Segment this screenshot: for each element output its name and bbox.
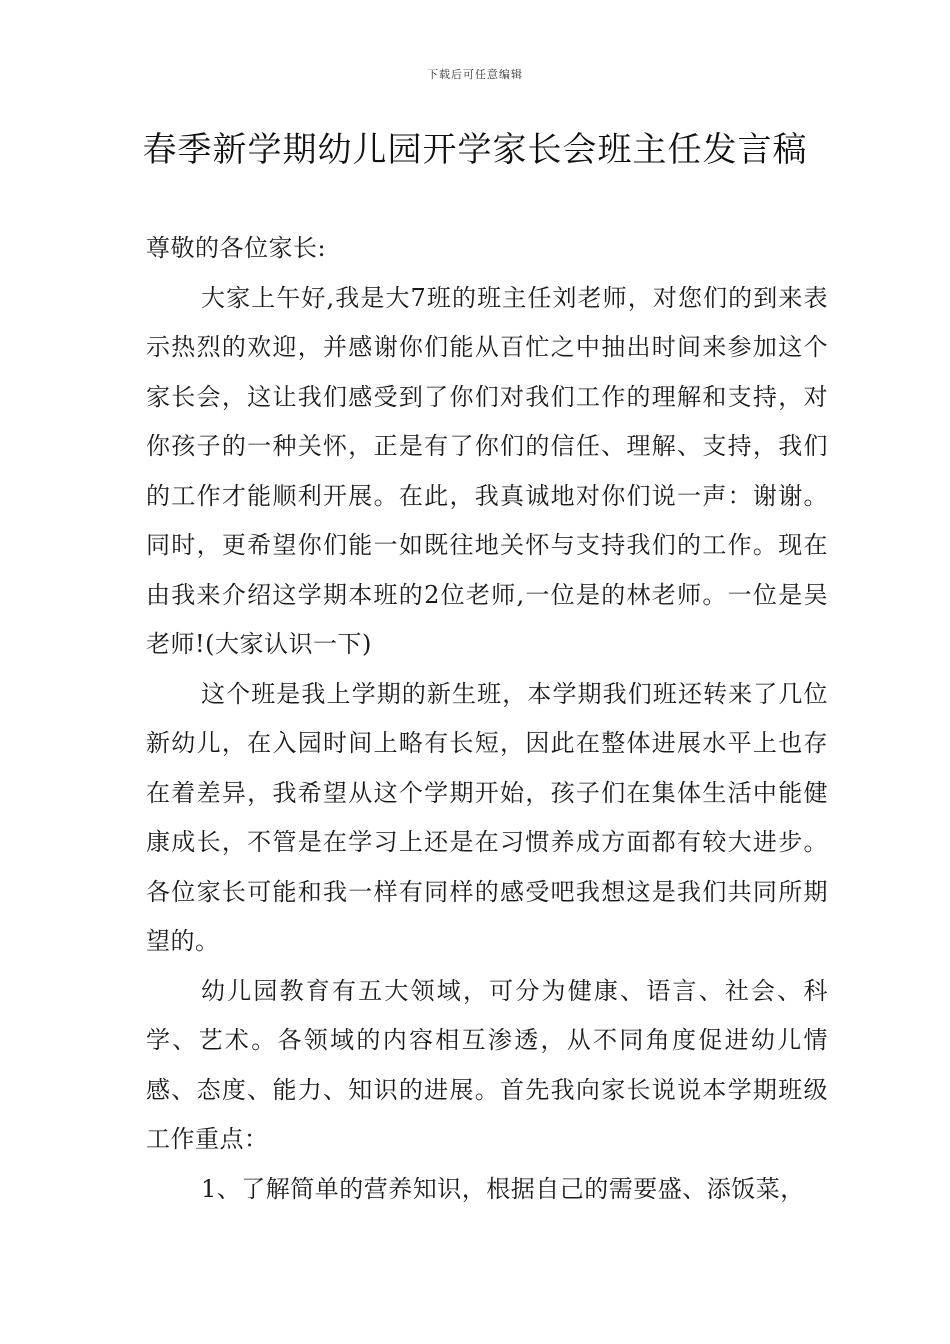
document-title: 春季新学期幼儿园开学家长会班主任发言稿 <box>142 130 808 170</box>
paragraph-intro: 大家上午好,我是大7班的班主任刘老师，对您们的到来表示热烈的欢迎，并感谢你们能从百忙之中抽出时间来参加这个家长会，这让我们感受到了你们对我们工作的理解和支持，对你孩子的一种关怀，正是有了你们的信任、理解、支持，我们的工作才能顺利开展。在此，我真诚地对你们说一声：谢谢。同时，更希望你们能一如既往地关怀与支持我们的工作。现在由我来介绍这学期本班的2位老师,一位是的林老师。一位是吴老师!(大家认识一下) <box>146 283 828 658</box>
document-body <box>146 224 828 1214</box>
paragraph-work-point-1: 1、了解简单的营养知识，根据自己的需要盛、添饭菜， <box>201 1174 805 1203</box>
paragraph-education-domains: 幼儿园教育有五大领域，可分为健康、语言、社会、科学、艺术。各领域的内容相互渗透，从不同角度促进幼儿情感、态度、能力、知识的进展。首先我向家长说说本学期班级工作重点： <box>146 976 828 1153</box>
greeting: 尊敬的各位家长: <box>146 234 327 262</box>
paragraph-class-situation: 这个班是我上学期的新生班，本学期我们班还转来了几位新幼儿，在入园时间上略有长短，因此在整体进展水平上也存在着差异，我希望从这个学期开始，孩子们在集体生活中能健康成长，不管是在学习上还是在习惯养成方面都有较大进步。各位家长可能和我一样有同样的感受吧我想这是我们共同所期望的。 <box>146 679 828 955</box>
header-note: 下载后可任意编辑 <box>427 68 523 81</box>
